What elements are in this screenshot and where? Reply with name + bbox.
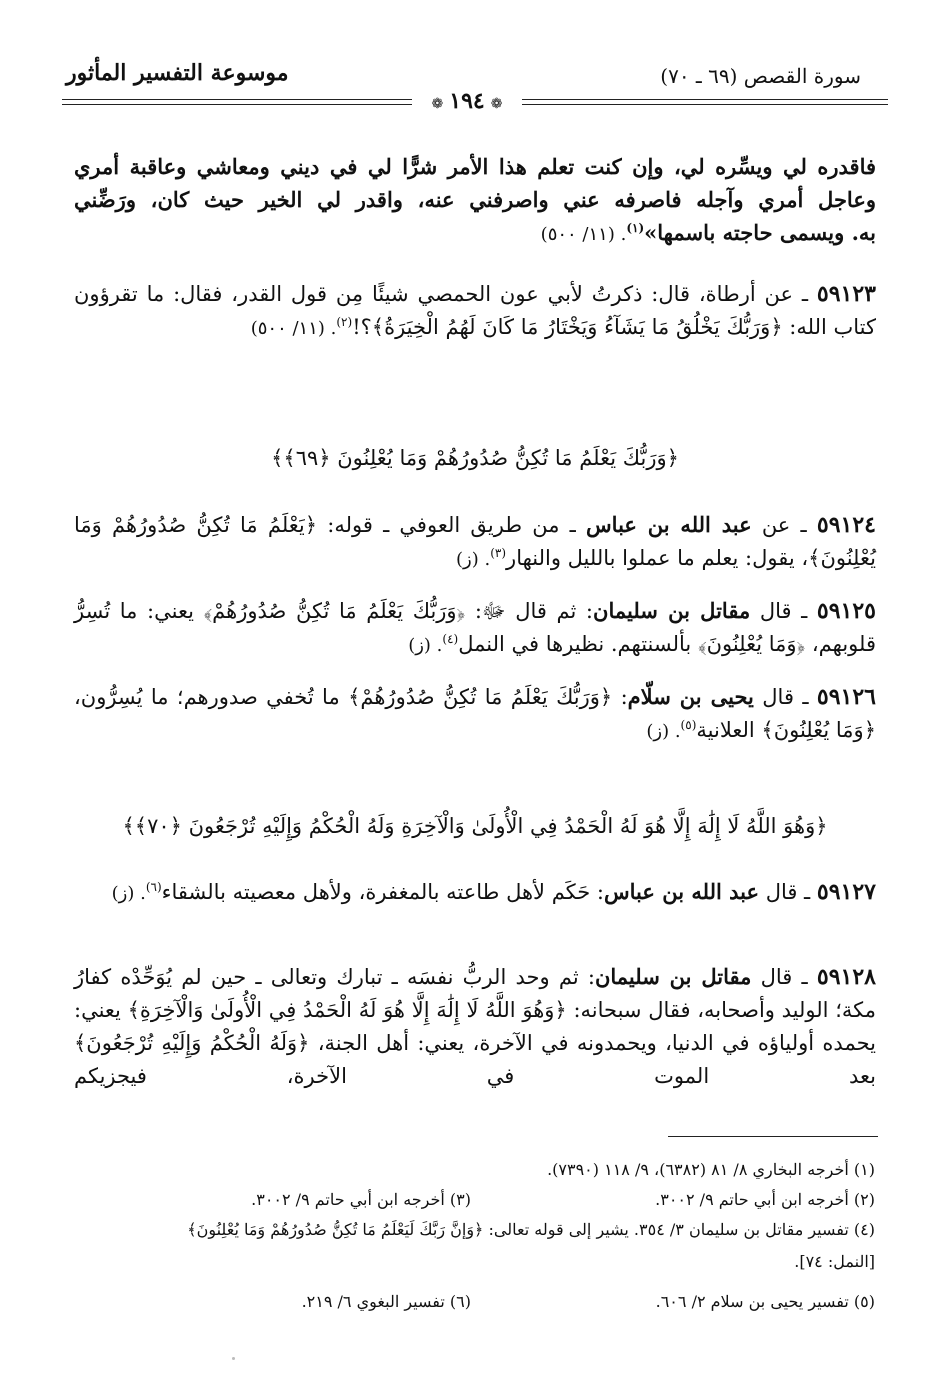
footnote-1: (١) أخرجه البخاري ٨/ ٨١ (٦٣٨٢)، ٩/ ١١٨ (٧٣٩٠). xyxy=(547,1160,875,1179)
prayer-text: به. ويسمى حاجته باسمها» xyxy=(644,220,876,245)
prayer-line-3 xyxy=(74,216,876,251)
entry-59126 xyxy=(74,680,876,748)
entry-text: : ثم وحد الربُّ نفسَه ـ تبارك وتعالى ـ حين لم يُوَحِّدْه كفارُ مكة؛ الوليد وأصحابه، فقال سبحانه: ﴿وَهُوَ اللَّهُ لَا إِلَٰهَ إِلَّا هُوَ لَهُ الْحَمْدُ فِي الْأُولَىٰ وَالْآخِرَةِ﴾ يعني: يحمده أولياؤه في الدنيا، ويحمدونه في الآخرة، يعني: أهل الجنة، ﴿وَلَهُ الْحُكْمُ وَإِلَيْهِ تُرْجَعُونَ﴾ بعد الموت في الآخرة، فيجزيكم xyxy=(74,965,876,1088)
reference: . (ز) xyxy=(111,883,146,904)
entry-number: ٥٩١٢٨ xyxy=(816,964,876,990)
book-title: موسوعة التفسير المأثور xyxy=(66,60,289,86)
verse-70: ﴿وَهُوَ اللَّهُ لَا إِلَٰهَ إِلَّا هُوَ لَهُ الْحَمْدُ فِي الْأُولَىٰ وَالْآخِرَةِ وَلَهُ الْحُكْمُ وَإِلَيْهِ تُرْجَعُونَ ﴿٧٠﴾﴾ xyxy=(122,814,828,838)
reference: . (ز) xyxy=(456,549,491,570)
footnote-3: (٣) أخرجه ابن أبي حاتم ٩/ ٣٠٠٢. xyxy=(251,1190,471,1209)
narrator-name: يحيى بن سلّام xyxy=(627,684,754,709)
ornament-icon: ❁ xyxy=(431,96,444,112)
footnote-4-cont: [النمل: ٧٤]. xyxy=(794,1252,875,1271)
surah-header: سورة القصص (٦٩ ـ ٧٠) xyxy=(660,64,861,88)
entry-text: ـ عن أرطاة، قال: ذكرتُ لأبي عون الحمصي شيئًا مِن قول القدر، فقال: ما تقرؤون كتاب الله: ﴿وَرَبُّكَ يَخْلُقُ مَا يَشَآءُ وَيَخْتَارُ مَا كَانَ لَهُمُ الْخِيَرَةُ﴾؟! xyxy=(74,282,876,339)
footnote-mark: (٤) xyxy=(442,632,459,646)
entry-text: : ﴿وَرَبُّكَ يَعْلَمُ مَا تُكِنُّ صُدُورُهُمْ﴾ ما تُخفي صدورهم؛ ما يُسِرُّون، ﴿وَمَا يُعْلِنُونَ﴾ العلانية xyxy=(74,685,876,742)
entry-number: ٥٩١٢٤ xyxy=(816,512,876,538)
footnote-mark: (١) xyxy=(626,221,645,235)
entry-pre: ـ عن xyxy=(761,513,807,537)
reference: . (١١/ ٥٠٠) xyxy=(540,224,627,245)
narrator-name: عبد الله بن عباس xyxy=(604,879,759,904)
prayer-block xyxy=(74,150,876,251)
entry-59124 xyxy=(74,508,876,576)
footnote-mark: (٥) xyxy=(680,718,697,732)
footnote-mark: (٢) xyxy=(336,315,353,329)
entry-pre: ـ قال xyxy=(759,599,808,623)
prayer-line-2: وعاجل أمري وآجله فاصرفه عني واصرفني عنه، واقدر لي الخير حيث كان، ورَضِّني xyxy=(74,187,876,212)
entry-text: : ثم قال ﷻ: ﴿وَرَبُّكَ يَعْلَمُ مَا تُكِنُّ صُدُورُهُمْ﴾ يعني: ما تُسِرُّ قلوبهم، ﴿وَمَا يُعْلِنُونَ﴾ بألسنتهم. نظيرها في النمل xyxy=(74,599,876,656)
entry-number: ٥٩١٢٥ xyxy=(816,598,876,624)
narrator-name: مقاتل بن سليمان xyxy=(593,598,751,623)
entry-text: : حَكَم لأهل طاعته بالمغفرة، ولأهل معصيته بالشقاء xyxy=(161,880,604,904)
page-number: ١٩٤ xyxy=(449,88,485,114)
reference: . (١١/ ٥٠٠) xyxy=(250,318,337,339)
entry-number: ٥٩١٢٦ xyxy=(816,684,876,710)
prayer-line-1: فاقدره لي ويسِّره لي، وإن كنت تعلم هذا الأمر شرًّا لي في ديني ومعاشي وعاقبة أمري xyxy=(74,154,876,179)
reference: . (ز) xyxy=(408,635,443,656)
verse-69: ﴿وَرَبُّكَ يَعْلَمُ مَا تُكِنُّ صُدُورُهُمْ وَمَا يُعْلِنُونَ ﴿٦٩﴾﴾ xyxy=(271,446,679,470)
footnote-separator xyxy=(668,1136,878,1137)
footnote-mark: (٣) xyxy=(490,546,507,560)
reference: . (ز) xyxy=(646,721,681,742)
entry-59123 xyxy=(74,278,876,345)
entry-number: ٥٩١٢٧ xyxy=(816,879,876,905)
entry-number: ٥٩١٢٣ xyxy=(816,281,876,307)
ornament-icon: ❁ xyxy=(490,96,503,112)
entry-pre: ـ قال xyxy=(765,880,811,904)
footnote-6: (٦) تفسير البغوي ٦/ ٢١٩. xyxy=(301,1292,471,1311)
footnote-4: (٤) تفسير مقاتل بن سليمان ٣/ ٣٥٤. يشير إلى قوله تعالى: ﴿وَإِنَّ رَبَّكَ لَيَعْلَمُ مَا تُكِنُّ صُدُورُهُمْ وَمَا يُعْلِنُونَ﴾ xyxy=(187,1220,875,1239)
page-number-box xyxy=(412,86,522,116)
entry-59127 xyxy=(74,875,876,910)
entry-pre: ـ قال xyxy=(760,965,808,989)
entry-59125 xyxy=(74,594,876,662)
footnote-mark: (٦) xyxy=(145,880,162,894)
footnote-5: (٥) تفسير يحيى بن سلام ٢/ ٦٠٦. xyxy=(655,1292,875,1311)
entry-text: ـ من طريق العوفي ـ قوله: ﴿يَعْلَمُ مَا تُكِنُّ صُدُورُهُمْ وَمَا يُعْلِنُونَ﴾، يقول: يعلم ما عملوا بالليل والنهار xyxy=(74,513,876,570)
entry-59128 xyxy=(74,960,876,1093)
narrator-name: مقاتل بن سليمان xyxy=(594,964,752,989)
footnote-2: (٢) أخرجه ابن أبي حاتم ٩/ ٣٠٠٢. xyxy=(655,1190,875,1209)
narrator-name: عبد الله بن عباس xyxy=(586,512,752,537)
entry-pre: ـ قال xyxy=(762,685,809,709)
speck xyxy=(232,1357,235,1360)
